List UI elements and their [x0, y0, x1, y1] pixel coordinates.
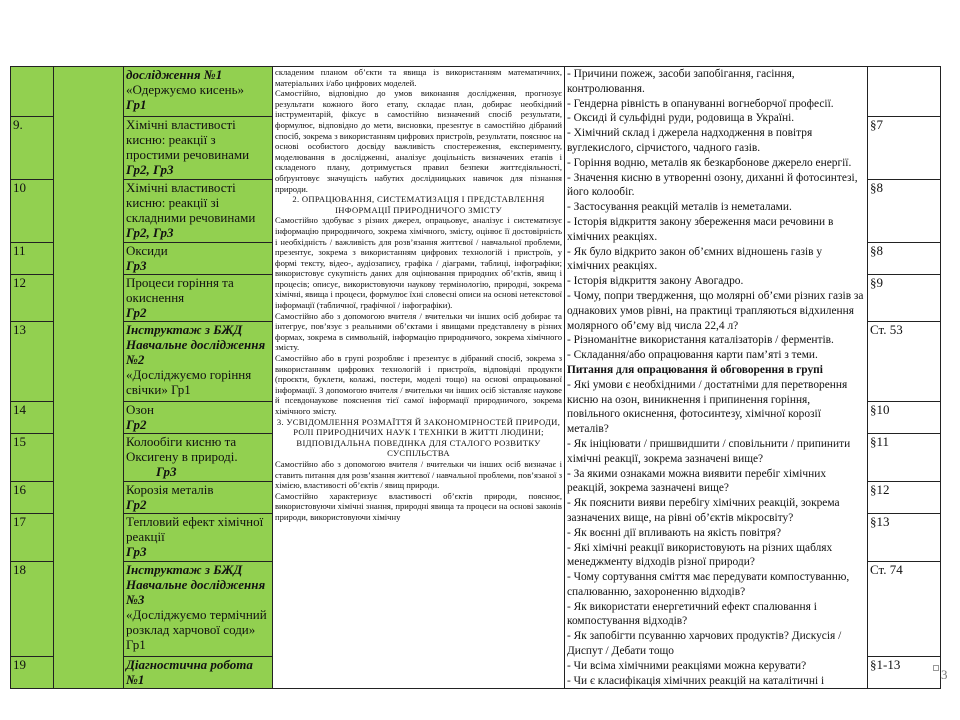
- paragraph-ref: §8: [868, 179, 941, 242]
- lesson-topic: Діагностична робота №1: [124, 657, 273, 689]
- lesson-number: 14: [11, 401, 54, 433]
- lesson-number: 11: [11, 242, 54, 274]
- paragraph-ref: Ст. 53: [868, 322, 941, 402]
- discussion-questions: - Причини пожеж, засоби запобігання, гасіння, контролювання. - Гендерна рівність в опануванні вогнеборчої професії. - Оксиді й сульфідні руди, родовища в Україні. - Хімічний склад і джерела надходження в повітря вуглекислого, сірчистого, чадного газів. - Горіння водню, металів як безкарбонове джерело енергії. - Значення кисню в утворенні озону, диханні й фотосинтезі, його колообіг. - Застосування реакцій металів із неметалами. - Історія відкриття закону збереження маси речовини в хімічних реакціях. - Як було відкрито закон об’ємних відношень газів у хімічних реакціях. - Історія відкриття закону Авогадро. - Чому, попри твердження, що молярні об’єми різних газів за однакових умов рівні, на практиці трапляються відхилення молярного об’єму від числа 22,4 л? - Різноманітне використання каталізаторів / ферментів. - Складання/або опрацювання карти пам’яті з теми. Питання для опрацювання й обговорення в групі - Які умови є необхідними / достатніми для перетворення кисню на озон, виникнення і припинення горіння, повільного окиснення, фотосинтезу, хімічної корозії металів? - Як ініціювати / пришвидшити / сповільнити / припинити хімічні реакції, зокрема зазначені вище? - За якими ознаками можна виявити перебіг хімічних реакцій, зокрема зазначені вище? - Як пояснити вияви перебігу хімічних реакцій, зокрема зазначених вище, на рівні об’єктів мікросвіту? - Як воєнні дії впливають на якість повітря? - Які хімічні реакції використовують на різних щаблях менеджменту відходів різної природи? - Чому сортування сміття має передувати компостуванню, спалюванню, захороненню відходів? - Як використати енергетичний ефект спалювання і компостування відходів? - Як запобігти псуванню харчових продуктів? Дискусія / Диспут / Дебати тощо - Чи всіма хімічними реакціями можна керувати? - Чи є класифікація хімічних реакцій на каталітичні і: [565, 67, 868, 689]
- paragraph-ref: §7: [868, 116, 941, 179]
- lesson-topic: дослідження №1 «Одержуємо кисень» Гр1: [124, 67, 273, 117]
- paragraph-ref: §9: [868, 274, 941, 322]
- lesson-topic: Тепловий ефект хімічної реакції Гр3: [124, 513, 273, 562]
- curriculum-table: [10, 66, 941, 689]
- paragraph-ref: §12: [868, 481, 941, 513]
- paragraph-ref: §13: [868, 513, 941, 562]
- paragraph-ref: §10: [868, 401, 941, 433]
- paragraph-ref: §11: [868, 434, 941, 482]
- page-number: 3: [941, 667, 948, 682]
- lesson-number: 10: [11, 179, 54, 242]
- lesson-topic: Озон Гр2: [124, 401, 273, 433]
- paragraph-ref: §1-13: [868, 657, 941, 689]
- paragraph-ref: [868, 67, 941, 117]
- lesson-number: 12: [11, 274, 54, 322]
- blank-column: [54, 67, 124, 689]
- lesson-topic: Інструктаж з БЖД Навчальне дослідження №2 «Досліджуємо горіння свічки» Гр1: [124, 322, 273, 402]
- table-row: [11, 67, 941, 117]
- lesson-number: 16: [11, 481, 54, 513]
- lesson-number: 9.: [11, 116, 54, 179]
- lesson-topic: Корозія металів Гр2: [124, 481, 273, 513]
- group-discussion-heading: Питання для опрацювання й обговорення в групі: [567, 363, 823, 376]
- lesson-topic: Оксиди Гр3: [124, 242, 273, 274]
- slide-corner-marker: [933, 665, 939, 671]
- paragraph-ref: §8: [868, 242, 941, 274]
- lesson-topic: Колообіги кисню та Оксигену в природі. Гр3: [124, 434, 273, 482]
- lesson-number: 18: [11, 562, 54, 657]
- lesson-topic: Процеси горіння та окиснення Гр2: [124, 274, 273, 322]
- lesson-topic: Хімічні властивості кисню: реакції зі складними речовинами Гр2, Гр3: [124, 179, 273, 242]
- lesson-number: 13: [11, 322, 54, 402]
- lesson-topic: Хімічні властивості кисню: реакції з простими речовинами Гр2, Гр3: [124, 116, 273, 179]
- lesson-number: 17: [11, 513, 54, 562]
- lesson-number: 15: [11, 434, 54, 482]
- lesson-topic: Інструктаж з БЖД Навчальне дослідження №3 «Досліджуємо термічний розклад харчової соди» Гр1: [124, 562, 273, 657]
- paragraph-ref: Ст. 74: [868, 562, 941, 657]
- expected-outcomes: складеним планом об’єкти та явища із використанням математичних, матеріальних і/або цифрових моделей. Самостійно, відповідно до умов виконання дослідження, прогнозує результати кожного його етапу, складає план, добирає необхідний інструментарій, фіксує в самостійно визначений спосіб результати, формулює, відповідно до мети, висновки, презентує в самостійно дібраний спосіб, зокрема з використанням цифрових пристроїв, результати, пояснює на основі особистого досвіду важливість спостереження, експерименту, моделювання в дослідженні, аналізує доцільність визначених етапів і складеного плану, дотримується правил безпеки життєдіяльності, обґрунтовує значущість набутих дослідницьких навичок для пізнання природи. 2. ОПРАЦЮВАННЯ, СИСТЕМАТИЗАЦІЯ І ПРЕДСТАВЛЕННЯ ІНФОРМАЦІЇ ПРИРОДНИЧОГО ЗМІСТУ Самостійно здобуває з різних джерел, опрацьовує, аналізує і систематизує інформацію природничого, зокрема хімічного, змісту, оцінює її достовірність і необхідність / важливість для розв’язання життєвої / навчальної проблеми, презентує, зокрема з використанням цифрових технологій і пристроїв, у формі тексту, відео-, аудіозапису, графіка / діаграми, таблиці, інфографіки; використовує сукупність даних для оцінювання природних об’єктів, явищ і процесів; описує, використовуючи наукову термінологію, природні, зокрема хімічні, явища і процеси, формулює їхні словесні описи на основі нетекстової інформації (табличної, графічної / інфографіки). Самостійно або з допомогою вчителя / вчительки чи інших осіб добирає та інтегрує, пов’язує з реальними об’єктами і явищами представлену в різних формах, зокрема в символьній, інформацію природничого, зокрема хімічного змісту. Самостійно або в групі розробляє і презентує в дібраний спосіб, зокрема з використанням цифрових технологій і пристроїв, відповідні продукти (проєкти, буклети, колажі, постери, моделі тощо) на основі опрацьованої інформації. З допомогою вчителя / вчительки чи інших осіб зіставляє наукове й псевдонаукове пояснення тієї самої інформації природничого, зокрема хімічного змісту. 3. УСВІДОМЛЕННЯ РОЗМАЇТТЯ Й ЗАКОНОМІРНОСТЕЙ ПРИРОДИ, РОЛІ ПРИРОДНИЧИХ НАУК І ТЕХНІКИ В ЖИТТІ ЛЮДИНИ; ВІДПОВІДАЛЬНА ПОВЕДІНКА ДЛЯ СТАЛОГО РОЗВИТКУ СУСПІЛЬСТВА Самостійно або з допомогою вчителя / вчительки чи інших осіб визначає і ставить питання для розв’язання життєвої / навчальної проблеми, пов’язаної з хімією, властивості об’єктів / явищ природи. Самостійно характеризує властивості об’єктів природи, пояснює, використовуючи хімічні знання, природні явища та процеси на основі законів природи, використовуючи хімічну: [273, 67, 565, 689]
- lesson-number: 19: [11, 657, 54, 689]
- lesson-number: [11, 67, 54, 117]
